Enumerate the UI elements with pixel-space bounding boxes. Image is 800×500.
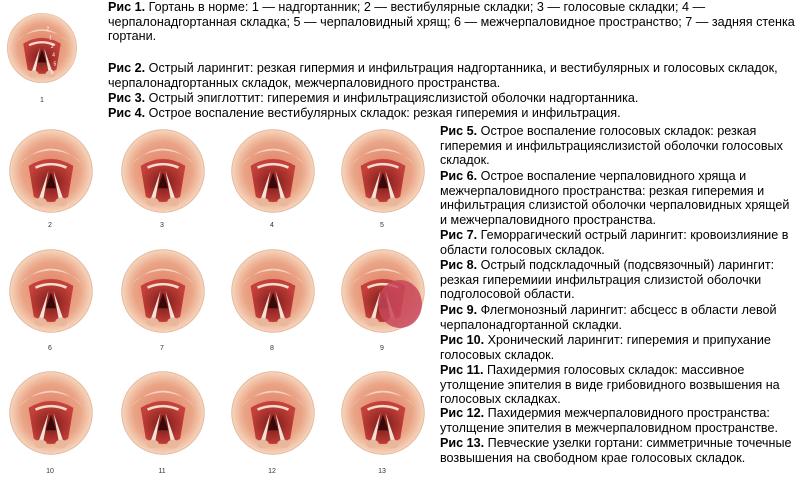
caption-text: Хронический ларингит: гиперемия и припухание голосовых складок.: [440, 333, 771, 362]
caption-fig-2: [108, 61, 798, 90]
figure-number: 7: [160, 345, 164, 352]
figure-number: 1: [40, 97, 44, 104]
caption-fig-3: [108, 91, 798, 106]
caption-text: Геморрагический острый ларингит: кровоизлияние в области голосовых складок.: [440, 228, 789, 257]
figure-number: 10: [46, 468, 54, 475]
larynx-figure-7: [120, 248, 206, 334]
caption-fig-8: [440, 258, 798, 302]
abscess-mark: [378, 280, 422, 328]
annotation-3: 3: [50, 44, 54, 50]
caption-text: Острый ларингит: резкая гипермия и инфильтрация надгортанника, и вестибулярных и голосовых складок, черпалонадгортанных складок, межчерпаловидного пространства.: [108, 61, 778, 90]
caption-text: Острое воспаление голосовых складок: резкая гиперемия и инфильтрацияслизистой оболочки голосовых складок.: [440, 124, 783, 168]
larynx-figure-11: [120, 370, 206, 456]
caption-fig-5: [440, 124, 798, 168]
caption-label: Рис 3.: [108, 91, 146, 105]
larynx-figure-10: [8, 370, 94, 456]
larynx-figure-4: [230, 128, 316, 214]
larynx-figure-3: [120, 128, 206, 214]
caption-label: Рис 9.: [440, 303, 478, 317]
caption-label: Рис 5.: [440, 124, 478, 138]
figure-number: 8: [270, 345, 274, 352]
caption-fig-1: [108, 0, 798, 44]
caption-text: Пахидермия межчерпаловидного пространства: утолщение эпителия в межчерпаловидном пространстве.: [440, 406, 778, 435]
caption-text: Гортань в норме: 1 — надгортанник; 2 — вестибулярные складки; 3 — голосовые складки; 4 — черпалонадгортанная складка; 5 — черпаловидный хрящ; 6 — межчерпаловидное пространство; 7 — задняя стенка гортани.: [108, 0, 795, 44]
annotation-1: 1: [49, 35, 53, 42]
larynx-figure-13: [340, 370, 426, 456]
caption-text: Пахидермия голосовых складок: массивное утолщение эпителия в виде грибовидного возвышения на голосовых складках.: [440, 363, 780, 407]
annotation-6: 6: [50, 69, 54, 76]
caption-text: Острый подскладочный (подсвязочный) ларингит: резкая гиперемиии инфильтрация слизистой оболочки подголосовой области.: [440, 258, 775, 302]
caption-label: Рис 6.: [440, 169, 478, 183]
figure-number: 9: [380, 345, 384, 352]
larynx-figure-9: [340, 248, 426, 334]
figure-number: 5: [380, 222, 384, 229]
caption-label: Рис 1.: [108, 0, 146, 14]
figure-number: 2: [48, 222, 52, 229]
caption-text: Певческие узелки гортани: симметричные точечные возвышения на свободном крае голосовых складок.: [440, 436, 792, 465]
caption-label: Рис 8.: [440, 258, 478, 272]
figure-number: 12: [268, 468, 276, 475]
caption-fig-9: [440, 303, 798, 332]
caption-fig-6: [440, 169, 798, 227]
figure-number: 6: [48, 345, 52, 352]
caption-text: Флегмонозный ларингит: абсцесс в области левой черпалонадгортанной складки.: [440, 303, 777, 332]
caption-label: Рис 10.: [440, 333, 485, 347]
caption-label: Рис 11.: [440, 363, 484, 377]
figure-number: 4: [270, 222, 274, 229]
larynx-figure-8: [230, 248, 316, 334]
caption-label: Рис 12.: [440, 406, 485, 420]
caption-fig-4: [108, 106, 798, 121]
caption-fig-12: [440, 406, 798, 435]
caption-fig-7: [440, 228, 798, 257]
figure-number: 3: [160, 222, 164, 229]
figure-number: 11: [158, 468, 166, 475]
annotation-2: 2: [46, 26, 50, 33]
larynx-figure-2: [8, 128, 94, 214]
caption-fig-11: [440, 363, 798, 407]
caption-label: Рис 2.: [108, 61, 146, 75]
larynx-figure-6: [8, 248, 94, 334]
annotation-5: 5: [53, 61, 57, 68]
caption-text: Острое воспаление черпаловидного хряща и межчерпаловидного пространства: резкая гиперемия и инфильтрация слизистой оболочки черпаловидных хрящей и межчерпаловидного пространства.: [440, 169, 790, 227]
larynx-figure-1: [6, 2, 78, 94]
caption-fig-13: [440, 436, 798, 465]
caption-label: Рис 4.: [108, 106, 146, 120]
larynx-figure-12: [230, 370, 316, 456]
annotation-4: 4: [52, 52, 55, 59]
caption-label: Рис 13.: [440, 436, 485, 450]
larynx-figure-5: [340, 128, 426, 214]
caption-text: Острое воспаление вестибулярных складок: резкая гиперемия и инфильтрация.: [145, 106, 621, 120]
figure-number: 13: [378, 468, 386, 475]
caption-text: Острый эпиглоттит: гиперемия и инфильтрацияслизистой оболочки надгортанника.: [145, 91, 639, 105]
caption-label: Рис 7.: [440, 228, 478, 242]
caption-fig-10: [440, 333, 798, 362]
